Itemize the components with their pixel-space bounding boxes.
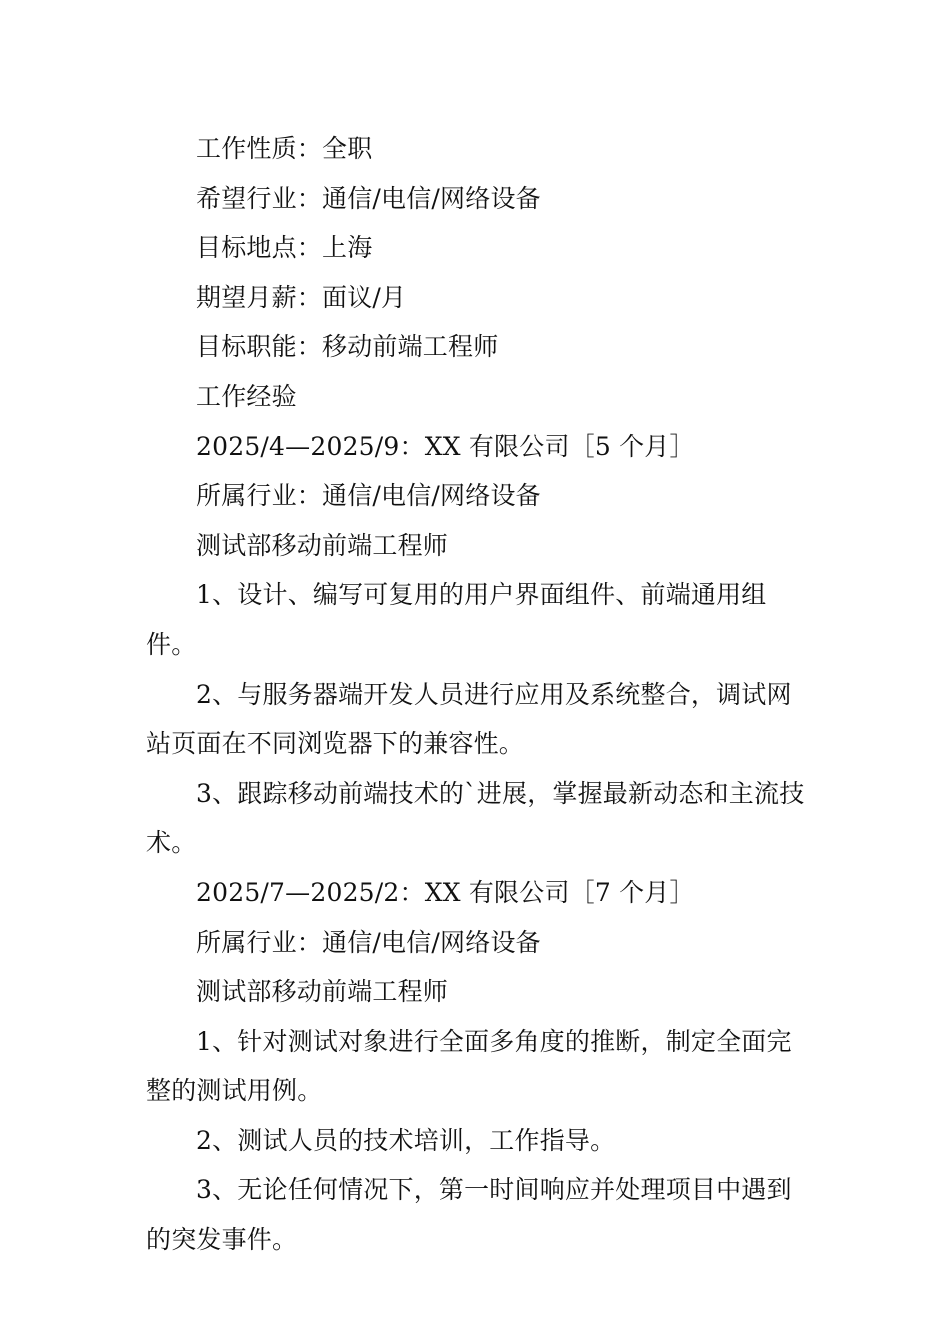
experience-1-industry: 所属行业：通信/电信/网络设备 <box>196 481 541 511</box>
target-function-line: 目标职能：移动前端工程师 <box>196 332 499 362</box>
target-location-line: 目标地点：上海 <box>196 233 373 263</box>
experience-2-duty-3: 3、无论任何情况下，第一时间响应并处理项目中遇到的突发事件。 <box>146 1175 792 1255</box>
experience-1-duty-3: 3、跟踪移动前端技术的`进展，掌握最新动态和主流技术。 <box>146 778 805 858</box>
experience-1-position: 测试部移动前端工程师 <box>196 530 449 560</box>
experience-2-duty-1: 1、针对测试对象进行全面多角度的推断，制定全面完整的测试用例。 <box>146 1026 792 1106</box>
experience-1-duty-2: 2、与服务器端开发人员进行应用及系统整合，调试网站页面在不同浏览器下的兼容性。 <box>146 679 792 759</box>
experience-2-duty-2: 2、测试人员的技术培训，工作指导。 <box>196 1125 616 1155</box>
work-experience-heading: 工作经验 <box>196 381 297 411</box>
expected-salary-line: 期望月薪：面议/月 <box>196 282 407 312</box>
experience-2-industry: 所属行业：通信/电信/网络设备 <box>196 927 541 957</box>
job-type-line: 工作性质：全职 <box>196 134 373 163</box>
resume-content <box>146 124 810 1265</box>
desired-industry-line: 希望行业：通信/电信/网络设备 <box>196 183 541 213</box>
experience-1-duty-1: 1、设计、编写可复用的用户界面组件、前端通用组件。 <box>146 580 767 659</box>
experience-2-period: 2025/7—2025/2：XX 有限公司［7 个月］ <box>196 877 695 907</box>
experience-1-period: 2025/4—2025/9：XX 有限公司［5 个月］ <box>196 431 695 461</box>
experience-2-position: 测试部移动前端工程师 <box>196 977 449 1007</box>
